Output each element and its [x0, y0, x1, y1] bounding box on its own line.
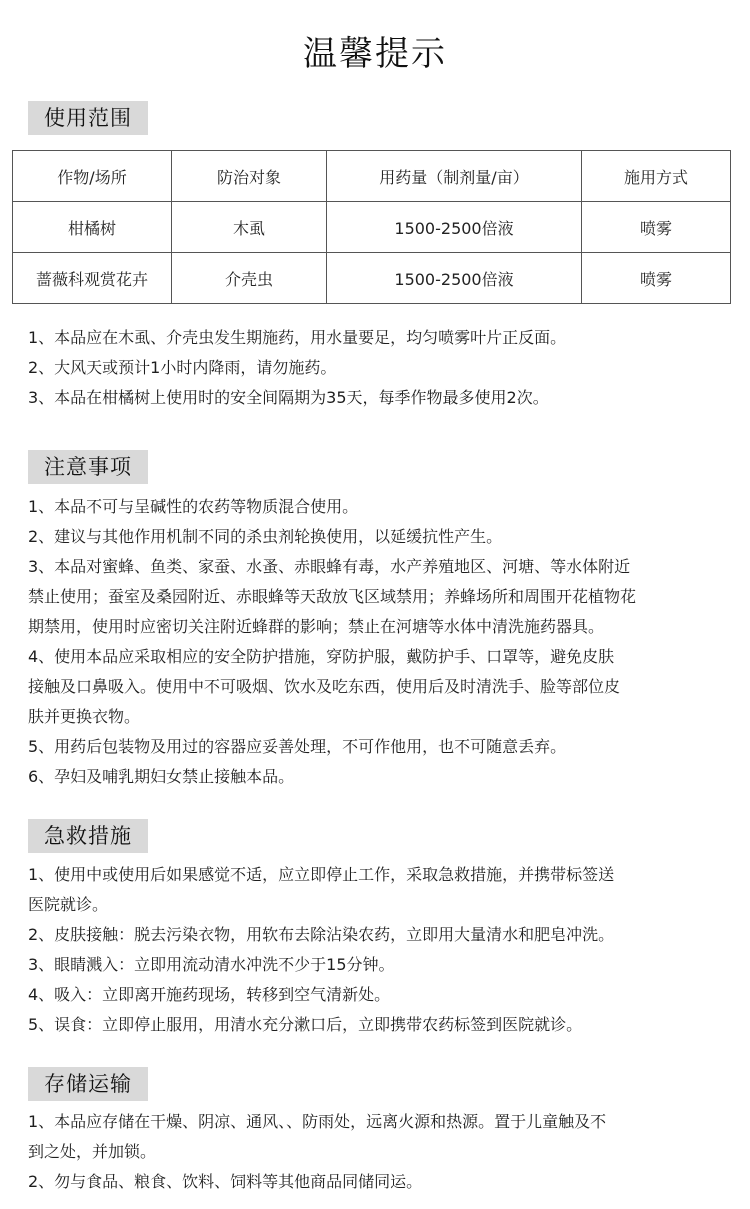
note-line: 1、本品应在木虱、介壳虫发生期施药，用水量要足，均匀喷雾叶片正反面。 — [28, 328, 567, 347]
first-aid-text — [28, 860, 728, 1040]
table-cell: 蔷薇科观赏花卉 — [13, 253, 172, 304]
text-line: 到之处，并加锁。 — [28, 1142, 157, 1161]
table-header-cell: 用药量（制剂量/亩） — [327, 151, 582, 202]
text-line: 接触及口鼻吸入。使用中不可吸烟、饮水及吃东西，使用后及时清洗手、脸等部位皮 — [28, 677, 621, 696]
text-line: 肤并更换衣物。 — [28, 707, 141, 726]
section-heading-usage: 使用范围 — [28, 101, 148, 135]
text-line: 4、吸入：立即离开施药现场，转移到空气清新处。 — [28, 985, 391, 1004]
text-line: 3、眼睛溅入：立即用流动清水冲洗不少于15分钟。 — [28, 955, 395, 974]
cautions-text — [28, 492, 728, 792]
table-cell: 喷雾 — [582, 253, 731, 304]
table-cell: 介壳虫 — [172, 253, 327, 304]
text-line: 期禁用，使用时应密切关注附近蜂群的影响；禁止在河塘等水体中清洗施药器具。 — [28, 617, 605, 636]
section-heading-first-aid: 急救措施 — [28, 819, 148, 853]
usage-notes — [28, 323, 728, 413]
table-cell: 1500-2500倍液 — [327, 253, 582, 304]
text-line: 1、本品应存储在干燥、阴凉、通风、、防雨处，远离火源和热源。置于儿童触及不 — [28, 1112, 607, 1131]
text-line: 5、用药后包装物及用过的容器应妥善处理，不可作他用，也不可随意丢弃。 — [28, 737, 567, 756]
section-heading-cautions: 注意事项 — [28, 450, 148, 484]
text-line: 3、本品对蜜蜂、鱼类、家蚕、水蚤、赤眼蜂有毒，水产养殖地区、河塘、等水体附近 — [28, 557, 631, 576]
text-line: 禁止使用；蚕室及桑园附近、赤眼蜂等天敌放飞区域禁用；养蜂场所和周围开花植物花 — [28, 587, 637, 606]
text-line: 5、误食：立即停止服用，用清水充分漱口后，立即携带农药标签到医院就诊。 — [28, 1015, 583, 1034]
text-line: 2、皮肤接触：脱去污染衣物，用软布去除沾染农药，立即用大量清水和肥皂冲洗。 — [28, 925, 615, 944]
text-line: 2、建议与其他作用机制不同的杀虫剂轮换使用，以延缓抗性产生。 — [28, 527, 503, 546]
text-line: 6、孕妇及哺乳期妇女禁止接触本品。 — [28, 767, 295, 786]
table-header-cell: 施用方式 — [582, 151, 731, 202]
usage-table — [12, 150, 731, 304]
page-title: 温馨提示 — [303, 34, 447, 74]
text-line: 2、勿与食品、粮食、饮料、饲料等其他商品同储同运。 — [28, 1172, 423, 1191]
text-line: 1、使用中或使用后如果感觉不适，应立即停止工作，采取急救措施，并携带标签送 — [28, 865, 615, 884]
table-row — [13, 202, 731, 253]
text-line: 医院就诊。 — [28, 895, 109, 914]
text-line: 1、本品不可与呈碱性的农药等物质混合使用。 — [28, 497, 359, 516]
table-row — [13, 253, 731, 304]
table-header-cell: 防治对象 — [172, 151, 327, 202]
table-cell: 柑橘树 — [13, 202, 172, 253]
table-cell: 木虱 — [172, 202, 327, 253]
table-cell: 喷雾 — [582, 202, 731, 253]
note-line: 2、大风天或预计1小时内降雨，请勿施药。 — [28, 358, 337, 377]
table-header-row — [13, 151, 731, 202]
note-line: 3、本品在柑橘树上使用时的安全间隔期为35天，每季作物最多使用2次。 — [28, 388, 549, 407]
storage-text — [28, 1107, 728, 1197]
text-line: 4、使用本品应采取相应的安全防护措施，穿防护服，戴防护手、口罩等，避免皮肤 — [28, 647, 615, 666]
section-heading-storage: 存储运输 — [28, 1067, 148, 1101]
table-header-cell: 作物/场所 — [13, 151, 172, 202]
table-cell: 1500-2500倍液 — [327, 202, 582, 253]
